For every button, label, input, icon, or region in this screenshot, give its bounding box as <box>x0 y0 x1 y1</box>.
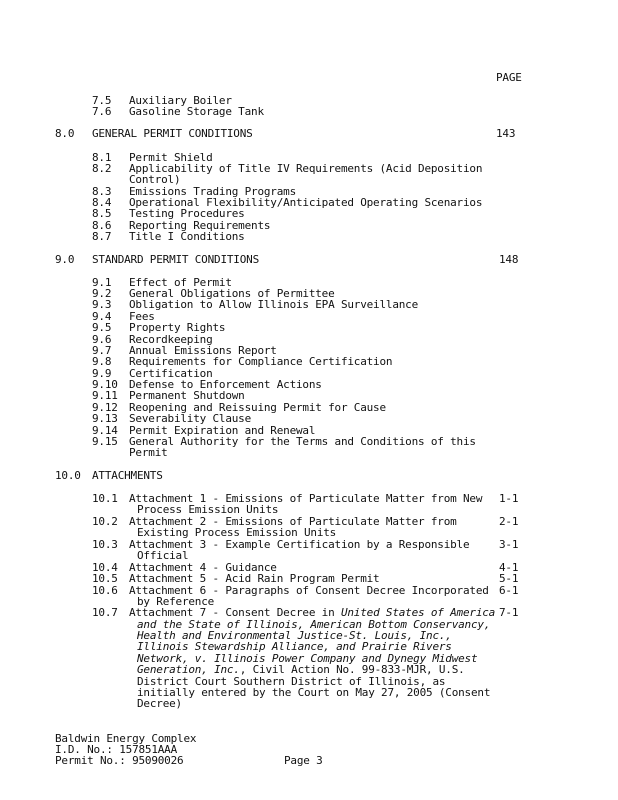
toc-item-title: Property Rights <box>129 321 226 334</box>
toc-item-number: 9.11 <box>92 389 118 402</box>
footer-permit-number: Permit No.: 95090026 <box>55 754 184 767</box>
toc-item-page: 5-1 <box>499 572 519 585</box>
footer-company: Baldwin Energy Complex <box>55 732 197 745</box>
toc-item-title: Applicability of Title IV Requirements (Acid Deposition <box>129 162 483 175</box>
toc-item-title: Gasoline Storage Tank <box>129 105 264 118</box>
toc-item-number: 9.2 <box>92 287 112 300</box>
toc-item-number: 8.6 <box>92 219 112 232</box>
toc-item-title: Permit Shield <box>129 151 213 164</box>
toc-item-title: Operational Flexibility/Anticipated Operating Scenarios <box>129 196 483 209</box>
toc-item-page: 4-1 <box>499 561 519 574</box>
toc-item-page: 3-1 <box>499 538 519 551</box>
toc-item-title-cont: District Court Southern District of Illinois, as <box>137 675 446 688</box>
toc-item-title-cont: Network, v. Illinois Power Company and Dynegy Midwest <box>137 652 478 665</box>
toc-item-title: Testing Procedures <box>129 207 245 220</box>
toc-item-title: Permanent Shutdown <box>129 389 245 402</box>
toc-item-title: Obligation to Allow Illinois EPA Surveillance <box>129 298 419 311</box>
toc-item-number: 8.1 <box>92 151 112 164</box>
toc-item-title: Reporting Requirements <box>129 219 271 232</box>
toc-item-title: Attachment 3 - Example Certification by a Responsible <box>129 538 470 551</box>
toc-item-number: 9.1 <box>92 276 112 289</box>
toc-item-page: 2-1 <box>499 515 519 528</box>
toc-item-number: 9.6 <box>92 333 112 346</box>
toc-item-title-cont: initially entered by the Court on May 27, 2005 (Consent <box>137 686 491 699</box>
toc-item-title: Recordkeeping <box>129 333 213 346</box>
section-title: STANDARD PERMIT CONDITIONS <box>92 253 259 266</box>
toc-item-number: 9.7 <box>92 344 112 357</box>
toc-item-title-plain: , Civil Action No. 99-833-MJR, U.S. <box>239 663 465 676</box>
toc-item-title-cont: Official <box>137 549 189 562</box>
toc-item-number: 8.4 <box>92 196 112 209</box>
toc-item-title: Attachment 2 - Emissions of Particulate Matter from <box>129 515 457 528</box>
footer-page-number: Page 3 <box>284 754 323 767</box>
toc-item-number: 9.9 <box>92 367 112 380</box>
toc-item-title: Attachment 4 - Guidance <box>129 561 277 574</box>
toc-item-number: 10.3 <box>92 538 118 551</box>
toc-item-number: 10.4 <box>92 561 118 574</box>
toc-item-number: 9.14 <box>92 424 118 437</box>
toc-item-title: Requirements for Compliance Certification <box>129 355 393 368</box>
toc-item-title-italic: Generation, Inc. <box>137 663 240 676</box>
toc-item-number: 9.15 <box>92 435 118 448</box>
toc-item-number: 9.8 <box>92 355 112 368</box>
toc-item-number: 8.5 <box>92 207 112 220</box>
footer-id-number: I.D. No.: 157851AAA <box>55 743 178 756</box>
toc-item-number: 8.3 <box>92 185 112 198</box>
toc-item-number: 8.2 <box>92 162 112 175</box>
toc-item-title: Attachment 1 - Emissions of Particulate Matter from New <box>129 492 483 505</box>
toc-item-number: 9.10 <box>92 378 118 391</box>
toc-item-title-cont: and the State of Illinois, American Bottom Conservancy, <box>137 618 491 631</box>
toc-item-title-cont: Health and Environmental Justice-St. Louis, Inc., <box>137 629 452 642</box>
toc-item-number: 8.7 <box>92 230 112 243</box>
toc-item-number: 9.5 <box>92 321 112 334</box>
toc-item-title: Annual Emissions Report <box>129 344 277 357</box>
toc-item-title: Severability Clause <box>129 412 252 425</box>
toc-item-title: General Authority for the Terms and Conditions of this <box>129 435 476 448</box>
section-page: 143 <box>496 127 516 140</box>
section-title: ATTACHMENTS <box>92 469 163 482</box>
toc-item-number: 9.3 <box>92 298 112 311</box>
toc-item-number: 7.5 <box>92 94 112 107</box>
toc-item-title: Fees <box>129 310 155 323</box>
toc-item-title: Defense to Enforcement Actions <box>129 378 322 391</box>
toc-item-number: 9.13 <box>92 412 118 425</box>
toc-item-number: 10.5 <box>92 572 118 585</box>
toc-item-title-italic: United States of America <box>340 606 496 619</box>
toc-item-number: 9.4 <box>92 310 112 323</box>
toc-item-title-plain: Attachment 7 - Consent Decree in <box>129 606 341 619</box>
toc-item-title: Certification <box>129 367 213 380</box>
toc-item-page: 6-1 <box>499 584 519 597</box>
toc-item-title-cont: Permit <box>129 446 168 459</box>
toc-item-number: 10.2 <box>92 515 118 528</box>
toc-item-title: Effect of Permit <box>129 276 232 289</box>
toc-item-title-cont: Illinois Stewardship Alliance, and Prairie Rivers <box>137 640 452 653</box>
toc-item-title: Auxiliary Boiler <box>129 94 232 107</box>
toc-item-title: Reopening and Reissuing Permit for Cause <box>129 401 386 414</box>
toc-item-number: 10.1 <box>92 492 118 505</box>
toc-item-page: 7-1 <box>499 606 519 619</box>
section-page: 148 <box>499 253 519 266</box>
toc-item-title: Attachment 6 - Paragraphs of Consent Decree Incorporated <box>129 584 489 597</box>
toc-item-number: 9.12 <box>92 401 118 414</box>
toc-item-page: 1-1 <box>499 492 519 505</box>
toc-item-title-cont: Control) <box>129 173 181 186</box>
toc-item-title: General Obligations of Permittee <box>129 287 335 300</box>
toc-item-title-cont: Decree) <box>137 697 182 710</box>
section-number: 8.0 <box>55 127 75 140</box>
toc-item-title-cont: by Reference <box>137 595 215 608</box>
section-number: 10.0 <box>55 469 81 482</box>
toc-item-title: Permit Expiration and Renewal <box>129 424 316 437</box>
toc-item-title: Attachment 5 - Acid Rain Program Permit <box>129 572 380 585</box>
toc-item-number: 7.6 <box>92 105 112 118</box>
section-title: GENERAL PERMIT CONDITIONS <box>92 127 253 140</box>
toc-item-title: Emissions Trading Programs <box>129 185 296 198</box>
toc-item-title-cont: Existing Process Emission Units <box>137 526 337 539</box>
toc-item-number: 10.7 <box>92 606 118 619</box>
toc-item-title: Title I Conditions <box>129 230 245 243</box>
section-number: 9.0 <box>55 253 75 266</box>
toc-item-title-cont: Process Emission Units <box>137 503 279 516</box>
page-column-label: PAGE <box>496 71 522 84</box>
toc-item-number: 10.6 <box>92 584 118 597</box>
